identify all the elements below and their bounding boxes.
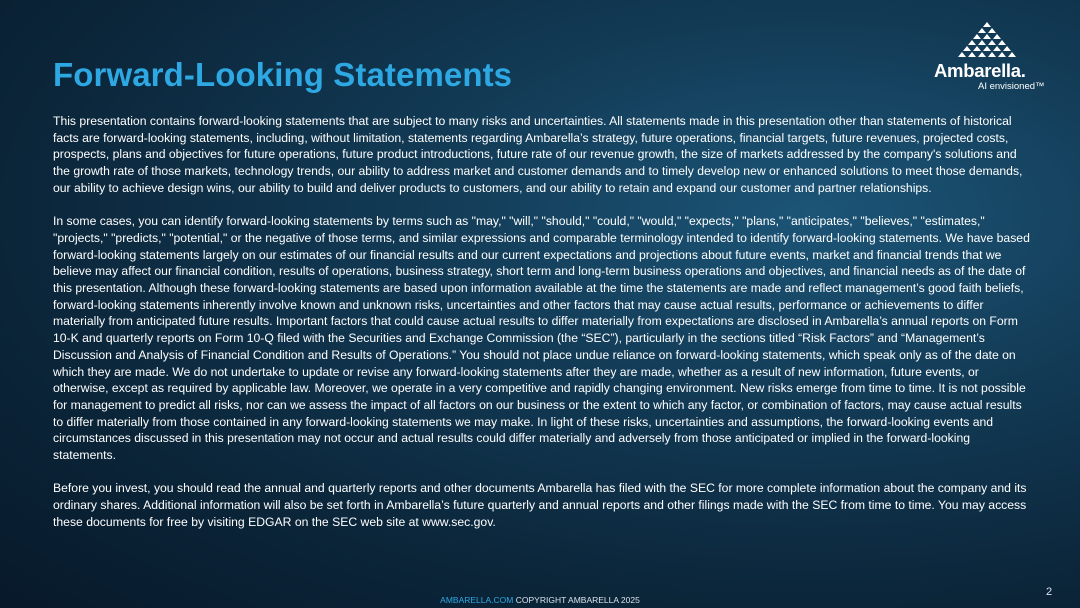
footer-link[interactable]: AMBARELLA.COM <box>440 595 514 605</box>
page-number: 2 <box>1046 586 1053 598</box>
footer <box>0 595 1080 605</box>
footer-copyright: COPYRIGHT AMBARELLA 2025 <box>515 595 640 605</box>
paragraph-identification: In some cases, you can identify forward-looking statements by terms such as "may," "will," "should," "could," "would," "expects," "plans," "anticipates," "believes," "estimates," "projects," "predicts," "potential," or the negative of those terms, and similar expressions and comparable terminology intended to identify forward-looking statements. We have based forward-looking statements largely on our estimates of our financial results and our current expectations and projections about future events, market and financial trends that we believe may affect our financial condition, results of operations, business strategy, short term and long-term business operations and objectives, and financial needs as of the date of this presentation. Although these forward-looking statements are based upon information available at the time the statements are made and reflect management’s good faith beliefs, forward-looking statements inherently involve known and unknown risks, uncertainties and other factors that may cause actual results, performance or achievements to differ materially from anticipated future results. Important factors that could cause actual results to differ materially from expectations are disclosed in Ambarella’s annual reports on Form 10-K and quarterly reports on Form 10-Q filed with the Securities and Exchange Commission (the “SEC”), particularly in the sections titled “Risk Factors” and “Management’s Discussion and Analysis of Financial Condition and Results of Operations.” You should not place undue reliance on forward-looking statements, which speak only as of the date on which they are made. We do not undertake to update or revise any forward-looking statements after they are made, whether as a result of new information, future events, or otherwise, except as required by applicable law. Moreover, we operate in a very competitive and rapidly changing environment. New risks emerge from time to time. It is not possible for management to predict all risks, nor can we assess the impact of all factors on our business or the extent to which any factor, or combination of factors, may cause actual results to differ materially from those contained in any forward-looking statements we may make. In light of these risks, uncertainties and assumptions, the forward-looking events and circumstances discussed in this presentation may not occur and actual results could differ materially and adversely from those anticipated or implied in the forward-looking statements. <box>53 214 1030 463</box>
company-logo <box>930 22 1045 94</box>
paragraph-invest: Before you invest, you should read the annual and quarterly reports and other documents Ambarella has filed with the SEC for more complete information about the company and its ordinary shares. Additional information will also be set forth in Ambarella’s future quarterly and annual reports and other filings made with the SEC from time to time. You may access these documents for free by visiting EDGAR on the SEC web site at www.sec.gov. <box>53 481 1027 529</box>
logo-wordmark: Ambarella. <box>934 60 1026 81</box>
page-title: Forward-Looking Statements <box>53 56 513 93</box>
paragraph-intro: This presentation contains forward-looking statements that are subject to many risks and uncertainties. All statements made in this presentation other than statements of historical facts are forward-looking statements, including, without limitation, statements regarding Ambarella’s strategy, future operations, financial targets, future revenues, projected costs, prospects, plans and objectives for future operations, future product introductions, future rate of our revenue growth, the size of markets addressed by the company's solutions and the growth rate of those markets, technology trends, our ability to address market and customer demands and to timely develop new or enhanced solutions to meet those demands, our ability to achieve design wins, our ability to build and deliver products to customers, and our ability to retain and expand our customer and partner relationships. <box>53 114 1023 195</box>
statement-body <box>53 113 1033 547</box>
ambarella-pyramid-icon <box>947 22 1027 58</box>
logo-tagline: AI envisioned™ <box>978 81 1045 92</box>
